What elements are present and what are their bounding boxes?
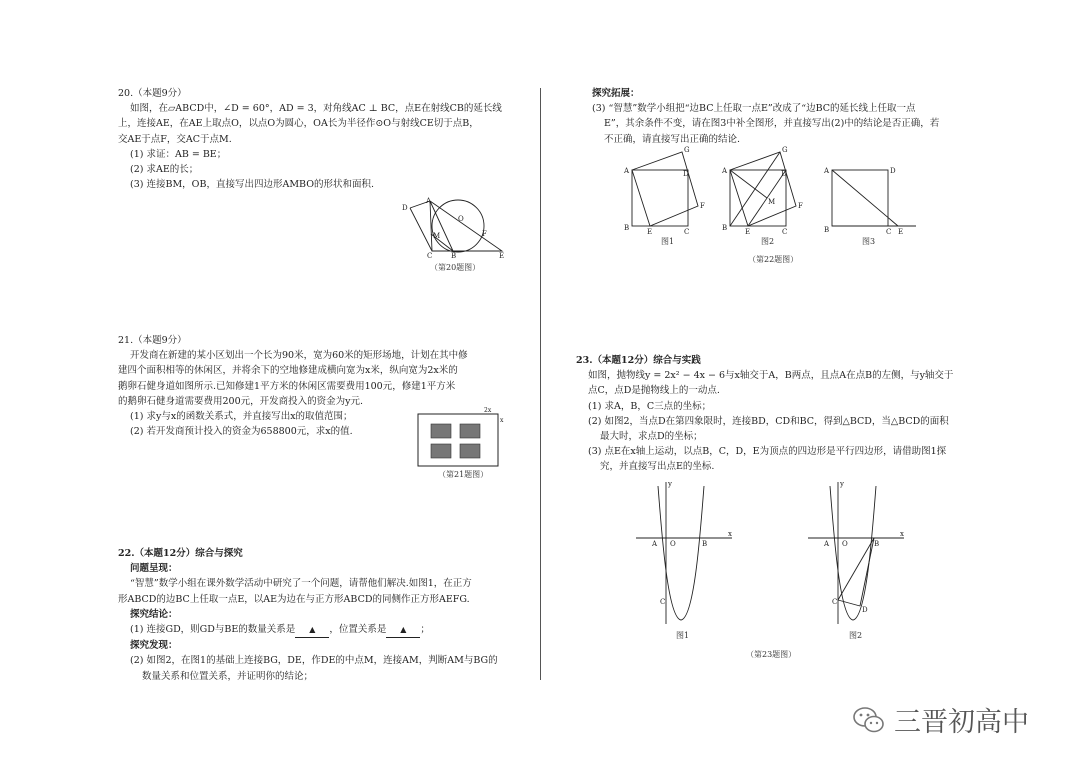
svg-text:E: E [898, 228, 904, 234]
q23-caption: （第23题图） [746, 650, 797, 659]
q22-sub-2a: (2) 如图2，在图1的基础上连接BG，DE，作DE的中点M，连接AM，判断AM与BG的 [130, 655, 498, 667]
fig21-area-3 [431, 444, 451, 458]
q20-text-3: 交AE于点F，交AC于点M. [118, 133, 232, 145]
q21-text-3: 鹅卵石健身道如图所示.已知修建1平方米的休闲区需要费用100元，修建1平方米 [118, 380, 456, 392]
svg-text:A: A [722, 167, 728, 175]
q20-sub-1: (1) 求证：AB = BE； [130, 148, 227, 160]
q20-sub-2: (2) 求AE的长； [130, 164, 199, 176]
svg-text:B: B [451, 252, 457, 260]
fig23-2-segment-db [860, 538, 874, 606]
fig20-parallelogram [410, 201, 502, 251]
figure-22-3 [820, 160, 920, 234]
svg-text:E: E [647, 228, 653, 234]
q23-head: 23.（本题12分）综合与实践 [576, 355, 701, 366]
svg-text:G: G [782, 146, 788, 154]
question-23 [576, 353, 953, 475]
watermark [852, 700, 1029, 739]
svg-text:D: D [862, 606, 868, 614]
fig22-3-square-abcd [832, 170, 888, 226]
svg-text:x: x [500, 417, 504, 424]
svg-text:O: O [458, 215, 464, 223]
wechat-icon [852, 705, 886, 735]
svg-text:x: x [900, 530, 904, 538]
svg-text:A: A [624, 167, 630, 175]
q20-text-2: 上，连接AE，在AE上取点O，以点O为圆心，OA长为半径作⊙O与射线CE切于点B， [118, 118, 479, 130]
fig21-area-1 [431, 424, 451, 438]
figure-23-2 [804, 478, 908, 628]
svg-text:D: D [890, 167, 896, 175]
fig22-2-square-abcd [730, 170, 786, 226]
q20-caption: （第20题图） [430, 263, 481, 272]
q21-text-1: 开发商在新建的某小区划出一个长为90米，宽为60米的矩形场地，计划在其中修 [130, 350, 468, 362]
q22-sub-1: (1) 连接GD，则GD与BE的数量关系是 ▲ ，位置关系是 ▲ ； [118, 622, 498, 638]
q20-sub-3: (3) 连接BM，OB，直接写出四边形AMBO的形状和面积. [130, 179, 375, 191]
svg-text:y: y [840, 480, 844, 488]
answer-blank-1: ▲ [295, 622, 329, 638]
fig22-1-square-abcd [632, 170, 688, 226]
q22-title-conclusion: 探究结论： [130, 608, 178, 620]
svg-text:E: E [745, 228, 751, 234]
question-20 [118, 86, 502, 192]
figure-23-1 [632, 478, 736, 628]
svg-text:C: C [684, 228, 690, 234]
svg-text:E: E [499, 252, 505, 260]
q22-sub-3b: E”，其余条件不变，请在图3中补全图形，并直接写出(2)中的结论是否正确，若 [604, 118, 940, 130]
svg-text:M: M [768, 198, 776, 206]
q21-sub-1: (1) 求y与x的函数关系式，并直接写出x的取值范围； [130, 411, 353, 423]
q21-text-2: 建四个面积相等的休闲区，并将余下的空地修建成横向宽为x米，纵向宽为2x米的 [118, 365, 458, 377]
svg-text:B: B [624, 224, 630, 232]
svg-text:C: C [782, 228, 788, 234]
column-divider [540, 88, 541, 680]
figure-22-2 [718, 146, 814, 234]
svg-text:x: x [728, 530, 732, 538]
q22-sub-3a: (3) “智慧”数学小组把“边BC上任取一点E”改成了“边BC的延长线上任取一点 [592, 103, 916, 115]
svg-text:C: C [832, 598, 838, 606]
q22-sub-2b: 数量关系和位置关系，并证明你的结论； [142, 670, 314, 682]
q22-sub-3c: 不正确，请直接写出正确的结论. [604, 133, 741, 145]
svg-text:A: A [824, 540, 830, 548]
q22-title-present: 问题呈现： [130, 563, 178, 575]
q23-text-2: 点C，点D是抛物线上的一动点. [588, 385, 720, 397]
svg-text:C: C [886, 228, 892, 234]
q23-sub-1: (1) 求A，B，C三点的坐标； [588, 400, 712, 412]
fig20-circle-o [432, 200, 484, 252]
answer-blank-2: ▲ [386, 622, 420, 638]
q21-text-4: 的鹅卵石健身道需要费用200元，开发商投入的资金为y元. [118, 395, 364, 407]
svg-text:C: C [660, 598, 666, 606]
svg-text:B: B [722, 224, 728, 232]
fig22-label-1: 图1 [661, 237, 675, 246]
q22-text-1: “智慧”数学小组在课外数学活动中研究了一个问题，请帮他们解决.如图1，在正方 [130, 578, 472, 590]
fig23-2-segment-cd [838, 600, 860, 606]
q22-head: 22.（本题12分）综合与探究 [118, 548, 243, 559]
q21-sub-2: (2) 若开发商预计投入的资金为658800元，求x的值. [130, 426, 353, 438]
svg-text:F: F [700, 202, 705, 210]
svg-text:F: F [798, 202, 803, 210]
watermark-text: 三晋初高中 [894, 707, 1029, 738]
svg-text:O: O [842, 540, 848, 548]
svg-text:B: B [702, 540, 708, 548]
q23-sub-2b: 最大时，求点D的坐标； [600, 431, 703, 443]
svg-text:B: B [824, 226, 830, 234]
q20-head: 20.（本题9分） [118, 88, 187, 99]
svg-text:A: A [824, 167, 830, 175]
svg-text:C: C [427, 252, 433, 260]
q22-title-extension: 探究拓展： [592, 88, 640, 99]
q20-text-1: 如图，在▱ABCD中，∠D = 60°，AD = 3，对角线AC ⊥ BC，点E在射线CB的延长线 [130, 103, 502, 115]
figure-22-1 [620, 146, 712, 234]
fig21-area-2 [460, 424, 480, 438]
figure-20 [400, 196, 510, 262]
q23-sub-2a: (2) 如图2，当点D在第四象限时，连接BD，CD和BC，得到△BCD，当△BCD的面积 [588, 415, 949, 427]
fig23-label-1: 图1 [676, 631, 690, 640]
svg-text:D: D [781, 170, 787, 178]
fig22-label-3: 图3 [862, 237, 876, 246]
q22-text-2: 形ABCD的边BC上任取一点E，以AE为边在与正方形ABCD的同侧作正方形AEFG. [118, 593, 470, 605]
q22-caption: （第22题图） [748, 255, 799, 264]
q23-sub-3b: 究，并直接写出点E的坐标. [600, 461, 715, 473]
q23-sub-3a: (3) 点E在x轴上运动，以点B，C，D，E为顶点的四边形是平行四边形，请借助图1探 [588, 446, 947, 458]
svg-text:B: B [874, 540, 880, 548]
svg-text:D: D [683, 170, 689, 178]
q22-title-discovery: 探究发现： [130, 640, 178, 652]
question-22-continued [592, 86, 939, 147]
q21-head: 21.（本题9分） [118, 335, 187, 346]
svg-text:2x: 2x [484, 407, 492, 414]
svg-text:M: M [433, 232, 441, 240]
figure-21 [416, 406, 506, 468]
q21-caption: （第21题图） [438, 470, 489, 479]
svg-text:O: O [670, 540, 676, 548]
svg-text:A: A [652, 540, 658, 548]
svg-text:A: A [426, 197, 432, 205]
fig21-area-4 [460, 444, 480, 458]
svg-text:D: D [402, 204, 408, 212]
fig23-label-2: 图2 [849, 631, 863, 640]
svg-text:y: y [668, 480, 672, 488]
fig21-field [418, 414, 498, 466]
question-22 [118, 546, 498, 684]
svg-text:F: F [482, 230, 487, 238]
svg-text:G: G [684, 146, 690, 154]
fig22-label-2: 图2 [761, 237, 775, 246]
q23-text-1: 如图，抛物线y = 2x² − 4x − 6与x轴交于A，B两点，且点A在点B的左侧，与y轴交于 [588, 370, 954, 382]
fig22-2-segment-am [730, 170, 767, 198]
